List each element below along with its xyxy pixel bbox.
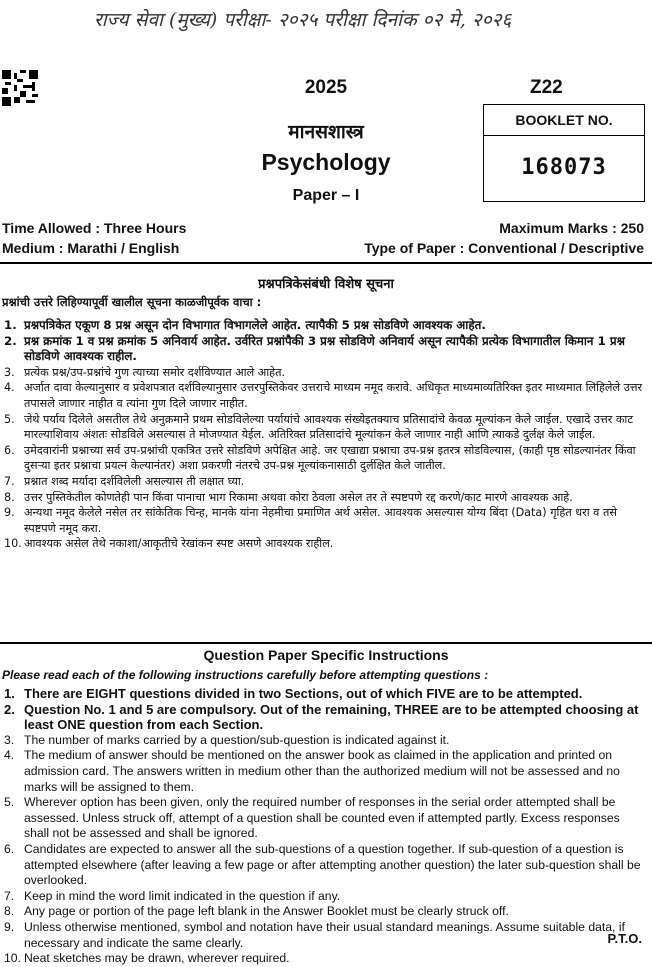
english-instruction-item	[4, 889, 644, 905]
medium: Medium : Marathi / English	[2, 240, 180, 256]
marathi-instruction-item	[4, 443, 644, 474]
instruction-number: 10.	[4, 951, 21, 966]
english-instructions-title: Question Paper Specific Instructions	[203, 647, 449, 663]
divider	[0, 262, 652, 264]
instruction-text: Unless otherwise mentioned, symbol and notation have their usual standard meanings. Assume suitable data, if necessary and indicate the same clearly.	[24, 919, 625, 950]
instruction-text: Neat sketches may be drawn, wherever required.	[24, 951, 290, 966]
instruction-number: 7.	[4, 888, 15, 903]
instruction-number: 2.	[4, 701, 15, 717]
exam-year: 2025	[304, 77, 348, 98]
instruction-text: उमेदवारांनी प्रश्नाच्या सर्व उप-प्रश्नांची एकत्रित उत्तरे सोडविणे अपेक्षित आहे. जर एखाद्या प्रश्नाचा उप-प्रश्न इतरत्र सोडविल्यास, (काही पृष्ठ सोडल्यानंतर किंवा दुसऱ्या इतर प्रश्नाचा प्रयत्न केल्यानंतर) अशा प्रकरणी नंतरचे उप-प्रश्न मूल्यांकनासाठी दुर्लक्षित केले जातील.	[24, 443, 636, 473]
paper-number: Paper – I	[292, 187, 360, 204]
handwritten-exam-note: राज्य सेवा (मुख्य) परीक्षा- २०२५ परीक्षा दिनांक ०२ मे, २०२६	[94, 9, 512, 31]
english-instruction-item	[4, 904, 644, 920]
instruction-number: 1.	[4, 686, 15, 701]
paper-type: Type of Paper : Conventional / Descriptive	[364, 240, 644, 256]
instruction-number: 5.	[4, 412, 15, 426]
instruction-number: 5.	[4, 795, 15, 810]
marathi-instruction-item	[4, 412, 644, 443]
instruction-text: Wherever option has been given, only the required number of responses in the serial order attempted shall be assessed. Unless struck off, attempt of a question shall be counted even if attempted partly. Excess responses shall not be assessed and shall be ignored.	[24, 795, 620, 841]
english-instruction-item	[4, 748, 644, 795]
instruction-number: 10.	[4, 537, 22, 551]
marathi-instructions-list	[4, 318, 644, 552]
instruction-text: प्रश्नपत्रिकेत एकूण 8 प्रश्न असून दोन विभागात विभागलेले आहेत. त्यापैकी 5 प्रश्न सोडविणे आवश्यक आहेत.	[24, 318, 486, 332]
english-instruction-item	[4, 733, 644, 749]
instruction-text: Question No. 1 and 5 are compulsory. Out of the remaining, THREE are to be attempted choosing at least ONE question from each Section.	[24, 701, 639, 733]
instruction-text: There are EIGHT questions divided in two Sections, out of which FIVE are to be attempted.	[24, 686, 583, 701]
marathi-instruction-item	[4, 490, 644, 506]
instruction-text: The number of marks carried by a question/sub-question is indicated against it.	[24, 732, 450, 747]
marathi-instruction-item	[4, 536, 644, 552]
divider	[0, 642, 652, 644]
english-instruction-item	[4, 920, 644, 951]
instruction-number: 1.	[4, 318, 17, 332]
time-allowed: Time Allowed : Three Hours	[2, 220, 187, 236]
instruction-number: 8.	[4, 904, 15, 919]
marathi-instruction-item	[4, 474, 644, 490]
english-instruction-item	[4, 686, 644, 702]
marathi-instruction-item	[4, 505, 644, 536]
instruction-number: 9.	[4, 919, 15, 934]
subject-english: Psychology	[261, 149, 391, 175]
maximum-marks: Maximum Marks : 250	[499, 220, 644, 236]
instruction-text: अर्जात दावा केल्यानुसार व प्रवेशपत्रात दर्शविल्यानुसार उत्तरपुस्तिकेवर उत्तराचे माध्यम नमूद करावे. अधिकृत माध्यमाव्यतिरिक्त इतर माध्यमात लिहिलेले उत्तर तपासले जाणार नाहीत व त्यांना गुण दिले जाणार नाहीत.	[24, 381, 643, 410]
booklet-number: 168073	[521, 155, 607, 180]
instruction-text: प्रश्नात शब्द मर्यादा दर्शविलेली असल्यास ती लक्षात घ्या.	[24, 474, 245, 488]
english-instruction-item	[4, 842, 644, 889]
instruction-text: जेथे पर्याय दिलेले असतील तेथे अनुक्रमाने प्रथम सोडविलेल्या पर्यायांचे आवश्यक संख्येइतक्याच प्रतिसादांचे केवळ मूल्यांकन केले जाईल. एखादे उत्तर काट मारल्याशिवाय अंशतः सोडविले असल्यास ते मोजण्यात येईल. अतिरिक्त प्रतिसादांचे मूल्यांकन केले जाणार नाही आणि त्याकडे दुर्लक्ष केले जाईल.	[24, 412, 633, 442]
instruction-text: उत्तर पुस्तिकेतील कोणतेही पान किंवा पानाचा भाग रिकामा अथवा कोरा ठेवला असेल तर ते स्पष्टपणे रद्द करणे/काट मारणे आवश्यक आहे.	[24, 490, 573, 504]
english-instructions-intro: Please read each of the following instructions carefully before attempting questions :	[2, 668, 489, 682]
instruction-text: Keep in mind the word limit indicated in the question if any.	[24, 888, 341, 903]
marathi-instruction-item	[4, 365, 644, 381]
please-turn-over: P.T.O.	[607, 931, 642, 946]
english-instruction-item	[4, 702, 644, 733]
instruction-number: 4.	[4, 381, 15, 395]
instruction-text: The medium of answer should be mentioned on the answer book as claimed in the application and printed on admission card. The answers written in medium other than the authorized medium will not be assessed and no marks will be assigned to them.	[24, 748, 620, 794]
instruction-number: 6.	[4, 841, 15, 856]
subject-marathi: मानसशास्त्र	[288, 121, 364, 143]
english-instructions-list	[4, 686, 644, 967]
instruction-text: Any page or portion of the page left blank in the Answer Booklet must be clearly struck off.	[24, 904, 509, 919]
instruction-number: 4.	[4, 748, 15, 763]
instruction-text: आवश्यक असेल तेथे नकाशा/आकृतीचे रेखांकन स्पष्ट असणे आवश्यक राहील.	[24, 537, 334, 551]
marathi-instruction-item	[4, 380, 644, 411]
instruction-text: अन्यथा नमूद केलेले नसेल तर सांकेतिक चिन्ह, मानके यांना नेहमीचा प्रमाणित अर्थ असेल. आवश्यक असल्यास योग्य बिंदा (Data) गृहित धरा व तसे स्पष्टपणे नमूद करा.	[24, 506, 617, 535]
instruction-number: 8.	[4, 490, 15, 504]
instruction-number: 3.	[4, 732, 15, 747]
marathi-instructions-title: प्रश्नपत्रिकेसंबंधी विशेष सूचना	[258, 277, 394, 292]
instruction-text: Candidates are expected to answer all the sub-questions of a question together. If sub-question of a question is attempted elsewhere (after leaving a few page or after attempting another question) the later sub-question shall be overlooked.	[24, 841, 641, 888]
instruction-number: 9.	[4, 506, 15, 520]
paper-code: Z22	[530, 77, 563, 98]
marathi-instructions-intro: प्रश्नांची उत्तरे लिहिण्यापूर्वी खालील सूचना काळजीपूर्वक वाचा :	[2, 295, 262, 309]
english-instruction-item	[4, 951, 644, 967]
instruction-number: 3.	[4, 365, 15, 379]
instruction-number: 2.	[4, 333, 17, 348]
instruction-text: प्रश्न क्रमांक 1 व प्रश्न क्रमांक 5 अनिवार्य आहेत. उर्वरित प्रश्नांपैकी 3 प्रश्न सोडविणे अनिवार्य असून त्यापैकी प्रत्येक विभागातील किमान 1 प्रश्न सोडविणे आवश्यक राहील.	[24, 333, 625, 364]
marathi-instruction-item	[4, 334, 644, 365]
instruction-number: 6.	[4, 443, 15, 457]
booklet-label: BOOKLET NO.	[484, 105, 644, 136]
english-instruction-item	[4, 795, 644, 842]
instruction-number: 7.	[4, 474, 15, 488]
instruction-text: प्रत्येक प्रश्न/उप-प्रश्नांचे गुण त्याच्या समोर दर्शविण्यात आले आहेत.	[24, 365, 286, 379]
marathi-instruction-item	[4, 318, 644, 334]
